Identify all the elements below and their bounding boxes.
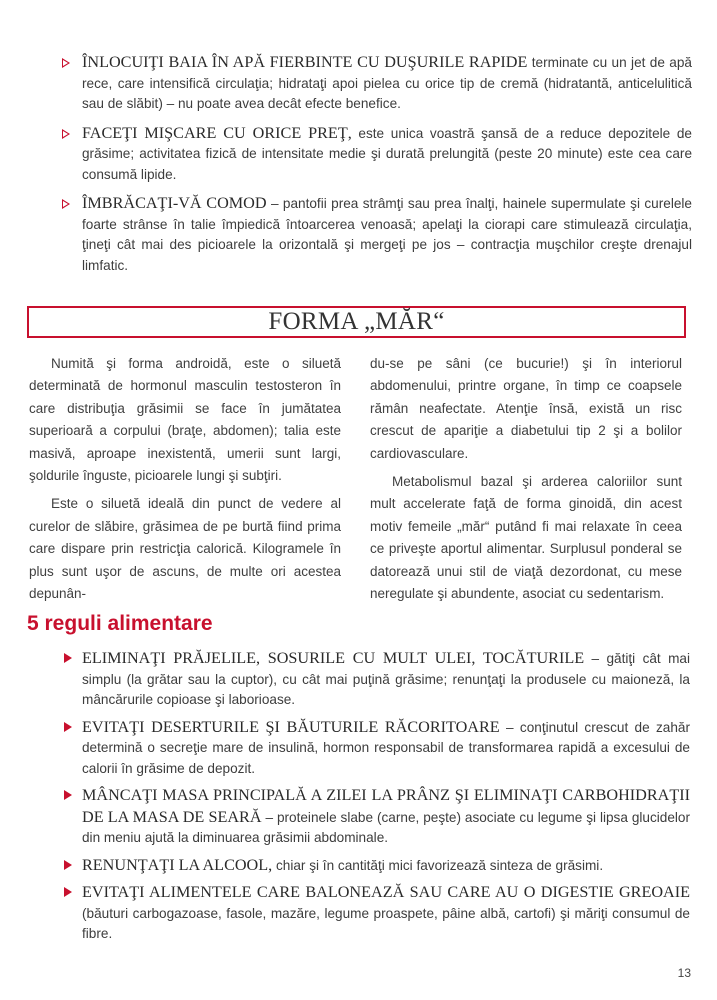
paragraph: Metabolismul bazal şi arderea caloriilor sunt mult accelerate faţă de forma ginoidă, din acest motiv femeile „măr“ putând fi mai relaxate în ceea ce priveşte aportul alimentar. Surplusul ponderal se datorează unui stil de viaţă dezordonat, cu mese neregulate şi abundente, asociat cu sedentarism. <box>370 474 682 602</box>
paragraph: du-se pe sâni (ce bucurie!) şi în interiorul abdomenului, printre organe, în timp ce coapsele rămân neafectate. Atenţie însă, există un risc crescut de apariţie a diabetului tip 2 şi a bolilor cardiovasculare. <box>370 356 682 461</box>
tip-item <box>62 193 692 276</box>
tip-item <box>62 52 692 115</box>
right-column <box>370 353 682 611</box>
rule-item <box>62 785 690 849</box>
rule-lead: ELIMINAŢI PRĂJELILE, SOSURILE CU MULT ULEI, TOCĂTURILE <box>82 649 585 667</box>
tip-body: terminate cu un jet de apă rece, care intensifică circulaţia; hidrataţi apoi pielea cu orice tip de cremă (hidratantă, anticelulitică sau de slăbit) – nu poate avea decât efecte benefice. <box>82 55 692 111</box>
paragraph: Numită şi forma androidă, este o siluetă determinată de hormonul masculin testosteron în care distribuţia grăsimii se face în jumătatea superioară a corpului (braţe, abdomen); talia este masivă, aproape inexistentă, umerii sunt largi, şoldurile înguste, picioarele lungi şi subţiri. <box>29 356 341 484</box>
rule-lead: EVITAŢI ALIMENTELE CARE BALONEAZĂ SAU CARE AU O DIGESTIE GREOAIE <box>82 883 690 901</box>
open-triangle-bullet-icon <box>62 58 70 68</box>
rule-item <box>62 717 690 780</box>
page-number: 13 <box>677 966 691 980</box>
triangle-bullet-icon <box>64 790 72 800</box>
triangle-bullet-icon <box>64 860 72 870</box>
triangle-bullet-icon <box>64 653 72 663</box>
tips-list <box>62 52 692 284</box>
rule-body: – conţinutul crescut de zahăr determină o secreţie mare de insulină, hormon responsabil de transformarea rapidă a excesului de calorii în grăsime de depozit. <box>82 719 691 776</box>
tip-body: – pantofii prea strâmţi sau prea înalţi, hainele supermulate şi curelele foarte strânse în talie împiedică întoarcerea venoasă; apelaţi la ciorapi care stimulează circulaţia, ţineţi cât mai des picioarele la orizontală şi mergeţi pe jos – contracţia muşchilor creşte drenajul limfatic. <box>82 196 692 273</box>
rule-lead: EVITAŢI DESERTURILE ŞI BĂUTURILE RĂCORITOARE <box>82 717 500 736</box>
paragraph: Este o siluetă ideală din punct de vedere al curelor de slăbire, grăsimea de pe burtă fiind prima care dispare prin restricţia calorică. Kilogramele în plus sunt uşor de ascuns, de multe ori acestea depunân- <box>29 496 341 602</box>
tip-lead: ÎNLOCUIŢI BAIA ÎN APĂ FIERBINTE CU DUŞURILE RAPIDE <box>82 53 528 71</box>
rule-lead: RENUNŢAŢI LA ALCOOL, <box>82 855 273 874</box>
rule-body: – proteinele slabe (carne, peşte) asociate cu legume şi lipsa glucidelor din meniu ajută la diminuarea grăsimii abdominale. <box>82 809 690 845</box>
rules-heading: 5 reguli alimentare <box>27 612 213 635</box>
rule-item <box>62 648 690 711</box>
triangle-bullet-icon <box>64 722 72 732</box>
open-triangle-bullet-icon <box>62 199 70 209</box>
open-triangle-bullet-icon <box>62 129 70 139</box>
section-title: FORMA „MĂR“ <box>268 308 445 335</box>
left-column <box>29 353 341 611</box>
tip-body: este unica voastră şansă de a reduce depozitele de grăsime; activitatea fizică de intensitate medie şi durată prelungită (peste 20 minute) este cea care consumă lipide. <box>82 125 692 182</box>
rule-lead: MÂNCAŢI MASA PRINCIPALĂ A ZILEI LA PRÂNZ ŞI ELIMINAŢI CARBOHIDRAŢII DE LA MASA DE SEARĂ <box>82 786 690 826</box>
rule-body: – gătiţi cât mai simplu (la grătar sau la cuptor), cu cât mai puţină grăsime; renunţaţi la produsele cu maioneză, la mâncărurile copioase şi laborioase. <box>82 651 691 707</box>
tip-lead: ÎMBRĂCAŢI-VĂ COMOD <box>82 194 267 212</box>
section-title-box <box>27 306 686 338</box>
triangle-bullet-icon <box>64 887 72 897</box>
rule-item <box>62 882 690 945</box>
rule-item <box>62 855 690 877</box>
rule-body: (băuturi carbogazoase, fasole, mazăre, legume proaspete, pâine albă, cartofi) şi măriţi consumul de fibre. <box>82 905 690 941</box>
tip-lead: FACEŢI MIŞCARE CU ORICE PREŢ, <box>82 123 352 142</box>
tip-item <box>62 123 692 186</box>
rule-body: chiar şi în cantităţi mici favorizează sinteza de grăsimi. <box>272 857 604 873</box>
rules-list <box>62 648 690 951</box>
